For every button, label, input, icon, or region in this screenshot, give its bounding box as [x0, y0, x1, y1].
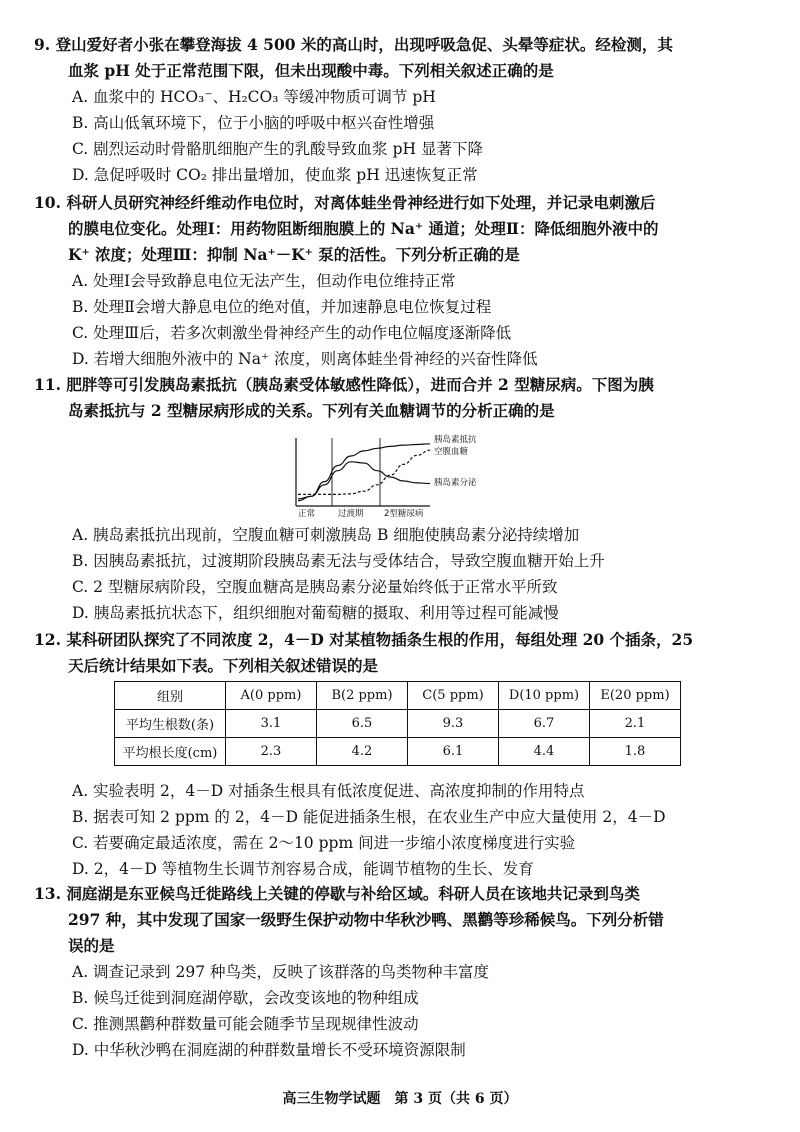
table-cell: 2.3	[226, 738, 317, 766]
question-11-option-d: D. 胰岛素抵抗状态下，组织细胞对葡萄糖的摄取、利用等过程可能减慢	[72, 604, 559, 622]
question-13-option-b: B. 候鸟迁徙到洞庭湖停歇，会改变该地的物种组成	[72, 989, 419, 1007]
question-13-stem-line: 13. 洞庭湖是东亚候鸟迁徙路线上关键的停歇与补给区域。科研人员在该地共记录到鸟类	[34, 884, 640, 903]
question-12-option-a: A. 实验表明 2，4－D 对插条生根具有低浓度促进、高浓度抑制的作用特点	[72, 782, 585, 800]
question-10-option-b: B. 处理Ⅱ会增大静息电位的绝对值，并加速静息电位恢复过程	[72, 298, 492, 316]
table-cell: 4.2	[317, 738, 408, 766]
question-12-options	[34, 778, 774, 882]
question-12-option-b: B. 据表可知 2 ppm 的 2，4－D 能促进插条生根，在农业生产中应大量使用 2，4－D	[72, 808, 666, 826]
question-13-stem-line: 误的是	[68, 936, 115, 955]
question-11	[34, 372, 774, 424]
insulin-secretion-line	[298, 462, 430, 499]
table-row	[115, 738, 681, 766]
question-11-options	[34, 522, 774, 626]
table-cell: 4.4	[499, 738, 590, 766]
question-9-stem-line: 9. 登山爱好者小张在攀登海拔 4 500 米的高山时，出现呼吸急促、头晕等症状。经检测，其	[34, 35, 673, 54]
table-header-cell: D(10 ppm)	[499, 682, 590, 710]
question-10-option-d: D. 若增大细胞外液中的 Na⁺ 浓度，则离体蛙坐骨神经的兴奋性降低	[72, 350, 538, 368]
table-header-cell: 组别	[115, 682, 226, 710]
table-header-cell: A(0 ppm)	[226, 682, 317, 710]
question-13-option-c: C. 推测黑鹳种群数量可能会随季节呈现规律性波动	[72, 1015, 419, 1033]
table-cell: 9.3	[408, 710, 499, 738]
question-10-stem-line: K⁺ 浓度；处理Ⅲ：抑制 Na⁺－K⁺ 泵的活性。下列分析正确的是	[68, 245, 520, 264]
question-10	[34, 190, 774, 372]
question-11-option-c: C. 2 型糖尿病阶段，空腹血糖高是胰岛素分泌量始终低于正常水平所致	[72, 578, 558, 596]
question-9-option-a: A. 血浆中的 HCO₃⁻、H₂CO₃ 等缓冲物质可调节 pH	[72, 88, 436, 106]
question-9-option-c: C. 剧烈运动时骨骼肌细胞产生的乳酸导致血浆 pH 显著下降	[72, 140, 483, 158]
table-cell: 6.1	[408, 738, 499, 766]
legend-insulin-secretion: 胰岛素分泌	[434, 478, 477, 488]
question-9	[34, 32, 774, 188]
table-header-row	[115, 682, 681, 710]
question-13-stem-line: 297 种，其中发现了国家一级野生保护动物中华秋沙鸭、黑鹳等珍稀候鸟。下列分析错	[68, 910, 664, 929]
rooting-results-table	[114, 681, 681, 766]
question-13-option-d: D. 中华秋沙鸭在洞庭湖的种群数量增长不受环境资源限制	[72, 1041, 466, 1059]
legend-fasting-glucose: 空腹血糖	[434, 447, 469, 457]
phase-label-diabetes: 2型糖尿病	[384, 509, 424, 519]
question-12-option-c: C. 若要确定最适浓度，需在 2～10 ppm 间进一步缩小浓度梯度进行实验	[72, 834, 576, 852]
table-header-cell: B(2 ppm)	[317, 682, 408, 710]
question-11-stem-line: 岛素抵抗与 2 型糖尿病形成的关系。下列有关血糖调节的分析正确的是	[68, 401, 555, 420]
phase-label-normal: 正常	[298, 509, 316, 519]
table-cell: 6.5	[317, 710, 408, 738]
insulin-resistance-chart	[292, 432, 532, 520]
question-9-option-b: B. 高山低氧环境下，位于小脑的呼吸中枢兴奋性增强	[72, 114, 435, 132]
table-row	[115, 710, 681, 738]
question-11-stem-line: 11. 肥胖等可引发胰岛素抵抗（胰岛素受体敏感性降低），进而合并 2 型糖尿病。下图为胰	[34, 375, 654, 394]
page-footer: 高三生物学试题 第 3 页（共 6 页）	[282, 1091, 518, 1107]
question-13-option-a: A. 调查记录到 297 种鸟类，反映了该群落的鸟类物种丰富度	[72, 963, 489, 981]
question-9-option-d: D. 急促呼吸时 CO₂ 排出量增加，使血浆 pH 迅速恢复正常	[72, 166, 478, 184]
question-12	[34, 627, 774, 679]
question-9-stem-line: 血浆 pH 处于正常范围下限，但未出现酸中毒。下列相关叙述正确的是	[68, 61, 554, 80]
question-11-option-b: B. 因胰岛素抵抗，过渡期阶段胰岛素无法与受体结合，导致空腹血糖开始上升	[72, 552, 605, 570]
question-10-stem-line: 的膜电位变化。处理Ⅰ：用药物阻断细胞膜上的 Na⁺ 通道；处理Ⅱ：降低细胞外液中的	[68, 219, 659, 238]
question-12-option-d: D. 2，4－D 等植物生长调节剂容易合成，能调节植物的生长、发育	[72, 860, 534, 878]
phase-label-transition: 过渡期	[338, 509, 364, 519]
chart-svg	[292, 432, 532, 520]
table-cell: 6.7	[499, 710, 590, 738]
table-header-cell: E(20 ppm)	[590, 682, 681, 710]
question-12-stem-line: 天后统计结果如下表。下列相关叙述错误的是	[68, 656, 379, 675]
question-13	[34, 881, 774, 1063]
legend-insulin-resistance: 胰岛素抵抗	[434, 435, 477, 445]
table-cell: 3.1	[226, 710, 317, 738]
table-row-label: 平均根长度(cm)	[115, 738, 226, 766]
question-10-option-a: A. 处理Ⅰ会导致静息电位无法产生，但动作电位维持正常	[72, 272, 456, 290]
question-12-stem-line: 12. 某科研团队探究了不同浓度 2，4－D 对某植物插条生根的作用，每组处理 20 个插条，25	[34, 630, 694, 649]
insulin-resistance-line	[298, 444, 430, 501]
table-cell: 1.8	[590, 738, 681, 766]
table-cell: 2.1	[590, 710, 681, 738]
question-10-stem-line: 10. 科研人员研究神经纤维动作电位时，对离体蛙坐骨神经进行如下处理，并记录电刺激后	[34, 193, 656, 212]
question-10-option-c: C. 处理Ⅲ后，若多次刺激坐骨神经产生的动作电位幅度逐渐降低	[72, 324, 512, 342]
question-11-option-a: A. 胰岛素抵抗出现前，空腹血糖可刺激胰岛 B 细胞使胰岛素分泌持续增加	[72, 526, 580, 544]
table-row-label: 平均生根数(条)	[115, 710, 226, 738]
table-header-cell: C(5 ppm)	[408, 682, 499, 710]
